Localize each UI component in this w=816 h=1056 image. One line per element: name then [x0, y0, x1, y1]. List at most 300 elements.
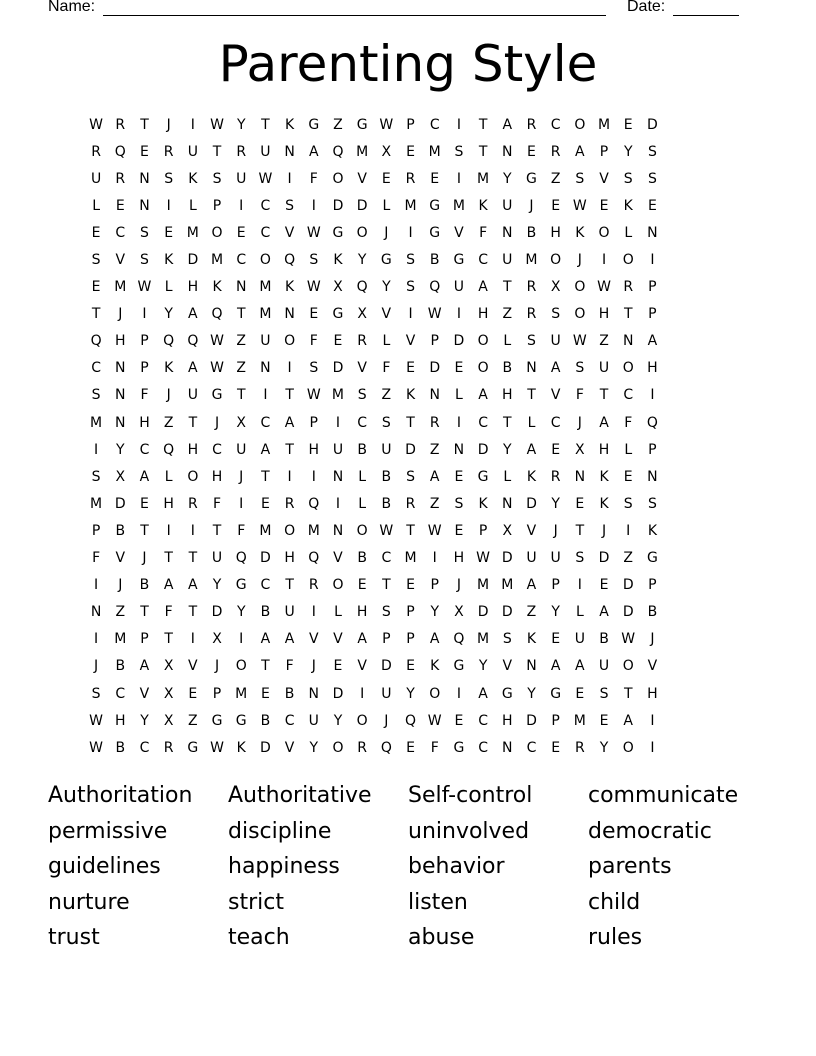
grid-cell: B [429, 252, 440, 269]
grid-cell: V [139, 685, 150, 702]
grid-cell: T [164, 631, 173, 648]
grid-cell: Y [623, 143, 633, 160]
word-list-item: communicate [588, 783, 739, 808]
grid-cell: I [287, 360, 292, 377]
grid-cell: R [357, 333, 368, 350]
grid-cell: A [478, 387, 488, 404]
grid-cell: L [92, 197, 100, 214]
grid-cell: Z [381, 387, 392, 404]
grid-cell: Y [164, 306, 173, 323]
grid-cell: Q [646, 414, 658, 431]
grid-cell: R [526, 306, 537, 323]
grid-cell: H [453, 550, 465, 567]
grid-cell: T [623, 306, 633, 323]
grid-cell: O [622, 658, 634, 675]
grid-cell: V [284, 224, 295, 241]
grid-cell: C [260, 577, 271, 594]
grid-cell: W [210, 116, 224, 133]
grid-cell: U [598, 658, 610, 675]
grid-cell: T [382, 577, 391, 594]
grid-cell: H [187, 441, 199, 458]
grid-cell: E [333, 333, 343, 350]
grid-cell: G [429, 197, 441, 214]
grid-cell: B [381, 468, 392, 485]
grid-cell: Q [187, 333, 199, 350]
word-list-item: democratic [588, 818, 712, 844]
grid-cell: T [285, 441, 294, 458]
grid-cell: I [408, 224, 413, 241]
grid-cell: V [526, 522, 537, 539]
grid-row [84, 274, 732, 301]
grid-row [84, 301, 732, 328]
grid-cell: Q [163, 333, 175, 350]
grid-cell: J [311, 658, 316, 675]
grid-cell: D [380, 658, 392, 675]
grid-cell: M [90, 495, 103, 512]
grid-cell: Y [382, 279, 391, 296]
grid-cell: V [333, 550, 343, 567]
grid-cell: O [622, 252, 634, 269]
grid-cell: X [115, 468, 126, 485]
grid-cell: Q [211, 306, 223, 323]
grid-cell: S [164, 170, 174, 187]
grid-cell: I [650, 387, 655, 404]
grid-cell: F [575, 387, 584, 404]
grid-cell: W [572, 333, 587, 350]
word-list-item: discipline [228, 818, 332, 844]
grid-cell: S [623, 495, 633, 512]
grid-cell: D [429, 360, 441, 377]
grid-row [84, 545, 732, 572]
grid-cell: P [140, 333, 149, 350]
grid-cell: I [311, 197, 316, 214]
grid-cell: S [575, 550, 585, 567]
grid-cell: I [239, 495, 244, 512]
grid-cell: I [190, 116, 195, 133]
grid-cell: P [648, 577, 657, 594]
grid-cell: A [139, 658, 150, 675]
grid-cell: V [357, 170, 367, 187]
grid-cell: Y [599, 739, 609, 756]
grid-cell: G [308, 116, 320, 133]
grid-cell: W [427, 306, 442, 323]
grid-cell: J [214, 414, 220, 431]
grid-cell: H [115, 712, 126, 729]
grid-cell: Q [235, 550, 247, 567]
grid-cell: E [575, 685, 585, 702]
grid-cell: L [188, 197, 197, 214]
grid-cell: W [137, 279, 152, 296]
grid-cell: F [624, 414, 633, 431]
grid-row [84, 138, 732, 165]
grid-cell: U [574, 631, 585, 648]
grid-row [84, 219, 732, 246]
grid-cell: R [308, 577, 319, 594]
grid-cell: O [622, 739, 634, 756]
grid-cell: D [260, 739, 271, 756]
grid-cell: A [502, 116, 513, 133]
grid-cell: O [550, 252, 562, 269]
grid-cell: Y [309, 739, 319, 756]
grid-cell: E [260, 495, 270, 512]
grid-cell: J [601, 522, 607, 539]
grid-cell: J [166, 387, 171, 404]
grid-cell: A [526, 577, 537, 594]
grid-row [84, 409, 732, 436]
grid-cell: U [260, 333, 271, 350]
grid-cell: V [308, 631, 319, 648]
grid-cell: M [404, 197, 417, 214]
grid-cell: I [166, 522, 171, 539]
grid-cell: E [91, 279, 101, 296]
grid-cell: C [260, 197, 271, 214]
grid-cell: S [212, 170, 222, 187]
grid-cell: G [526, 170, 537, 187]
grid-cell: W [258, 170, 273, 187]
grid-cell: D [622, 577, 634, 594]
grid-cell: R [163, 143, 174, 160]
grid-cell: L [164, 279, 173, 296]
grid-cell: V [333, 631, 343, 648]
grid-cell: E [551, 631, 561, 648]
grid-cell: S [381, 414, 391, 431]
grid-cell: O [332, 739, 344, 756]
grid-cell: U [332, 441, 344, 458]
grid-cell: R [405, 495, 416, 512]
grid-cell: U [236, 170, 247, 187]
grid-cell: S [309, 252, 319, 269]
grid-cell: M [477, 170, 490, 187]
grid-cell: G [501, 685, 513, 702]
grid-cell: C [478, 414, 488, 431]
grid-cell: K [623, 197, 633, 214]
grid-cell: U [211, 550, 223, 567]
grid-cell: D [477, 604, 489, 621]
grid-cell: X [236, 414, 247, 431]
grid-cell: Q [405, 712, 417, 729]
grid-cell: I [190, 522, 195, 539]
grid-cell: K [526, 631, 537, 648]
date-field[interactable] [673, 0, 739, 16]
grid-cell: A [526, 441, 537, 458]
grid-cell: P [430, 577, 439, 594]
grid-cell: T [261, 116, 270, 133]
grid-cell: R [236, 143, 247, 160]
grid-cell: I [360, 685, 365, 702]
grid-cell: X [163, 658, 174, 675]
grid-cell: K [236, 739, 246, 756]
grid-cell: T [164, 550, 173, 567]
grid-cell: J [384, 712, 389, 729]
grid-cell: N [332, 522, 344, 539]
grid-cell: C [381, 550, 392, 567]
grid-cell: Q [429, 279, 441, 296]
grid-cell: N [139, 170, 150, 187]
grid-cell: W [379, 522, 394, 539]
grid-cell: B [599, 631, 609, 648]
grid-row [84, 463, 732, 490]
grid-cell: O [284, 522, 296, 539]
grid-cell: S [575, 170, 585, 187]
grid-cell: C [260, 224, 271, 241]
grid-cell: U [502, 252, 513, 269]
grid-cell: L [503, 333, 512, 350]
grid-cell: R [91, 143, 101, 160]
grid-cell: E [309, 306, 319, 323]
grid-cell: C [91, 360, 101, 377]
grid-cell: K [599, 468, 609, 485]
grid-cell: A [260, 631, 271, 648]
name-field[interactable] [103, 0, 606, 16]
grid-cell: M [90, 414, 103, 431]
grid-cell: E [406, 143, 415, 160]
grid-cell: J [456, 577, 461, 594]
grid-cell: P [140, 631, 149, 648]
grid-cell: Q [90, 333, 102, 350]
grid-cell: U [381, 685, 392, 702]
word-list-item: parents [588, 854, 672, 879]
grid-cell: A [623, 712, 633, 729]
grid-cell: A [357, 631, 367, 648]
grid-cell: A [429, 468, 440, 485]
grid-cell: P [648, 279, 657, 296]
grid-cell: N [502, 739, 513, 756]
grid-cell: A [284, 414, 295, 431]
grid-cell: W [306, 387, 321, 404]
grid-cell: P [430, 333, 439, 350]
grid-cell: B [115, 522, 126, 539]
grid-cell: X [163, 685, 174, 702]
grid-cell: O [356, 224, 368, 241]
grid-cell: T [188, 414, 198, 431]
grid-cell: O [187, 468, 199, 485]
grid-cell: M [259, 522, 272, 539]
grid-cell: N [332, 468, 344, 485]
grid-cell: C [478, 252, 488, 269]
grid-cell: R [115, 170, 126, 187]
grid-cell: A [575, 658, 585, 675]
grid-cell: G [235, 712, 247, 729]
grid-cell: Q [356, 279, 368, 296]
grid-cell: V [115, 252, 126, 269]
grid-cell: I [456, 685, 461, 702]
grid-cell: J [239, 468, 244, 485]
grid-cell: E [454, 712, 464, 729]
grid-cell: D [622, 604, 634, 621]
grid-cell: N [647, 468, 658, 485]
grid-cell: W [89, 739, 104, 756]
grid-cell: E [599, 577, 609, 594]
grid-cell: Z [429, 441, 440, 458]
grid-cell: N [139, 197, 150, 214]
grid-cell: M [210, 252, 224, 269]
grid-cell: T [503, 414, 512, 431]
grid-cell: M [307, 522, 320, 539]
grid-cell: S [406, 468, 415, 485]
grid-cell: E [357, 577, 367, 594]
word-list-item: nurture [48, 889, 130, 915]
grid-cell: V [550, 387, 561, 404]
grid-cell: L [164, 468, 173, 485]
grid-cell: H [139, 414, 150, 431]
grid-cell: K [599, 495, 609, 512]
grid-cell: N [284, 306, 295, 323]
grid-cell: P [551, 577, 560, 594]
grid-cell: E [454, 522, 464, 539]
grid-cell: B [260, 712, 271, 729]
grid-cell: T [140, 116, 149, 133]
grid-cell: T [212, 522, 222, 539]
grid-cell: M [186, 224, 199, 241]
grid-cell: P [406, 116, 415, 133]
grid-cell: F [430, 739, 439, 756]
grid-cell: E [599, 197, 609, 214]
grid-cell: U [453, 279, 465, 296]
grid-cell: T [599, 387, 609, 404]
grid-cell: I [650, 252, 655, 269]
grid-cell: L [624, 441, 633, 458]
grid-cell: T [140, 604, 149, 621]
word-list-item: teach [228, 925, 290, 950]
grid-cell: Z [502, 306, 513, 323]
grid-cell: H [550, 224, 561, 241]
grid-cell: T [478, 116, 488, 133]
grid-cell: R [357, 739, 368, 756]
grid-cell: E [647, 197, 657, 214]
grid-cell: T [503, 279, 512, 296]
grid-cell: N [526, 360, 537, 377]
grid-cell: S [91, 468, 101, 485]
word-list-item: child [588, 889, 641, 915]
grid-cell: H [502, 712, 513, 729]
grid-cell: M [356, 143, 369, 160]
grid-row [84, 192, 732, 219]
grid-cell: T [91, 306, 101, 323]
grid-cell: D [260, 550, 271, 567]
grid-cell: W [427, 522, 442, 539]
grid-cell: Z [188, 712, 198, 729]
grid-cell: D [211, 604, 223, 621]
grid-cell: T [285, 387, 294, 404]
grid-cell: Q [114, 143, 126, 160]
grid-cell: N [115, 387, 126, 404]
grid-cell: I [335, 495, 341, 512]
grid-cell: Y [503, 441, 512, 458]
grid-cell: W [379, 116, 394, 133]
grid-cell: U [526, 550, 537, 567]
grid-cell: P [382, 631, 391, 648]
grid-cell: M [114, 631, 127, 648]
grid-cell: E [140, 495, 149, 512]
grid-cell: P [212, 685, 222, 702]
grid-cell: A [550, 658, 561, 675]
grid-cell: A [188, 577, 198, 594]
grid-cell: M [235, 685, 248, 702]
grid-cell: Y [406, 685, 415, 702]
grid-cell: E [551, 197, 561, 214]
grid-cell: Q [308, 550, 320, 567]
grid-cell: I [577, 577, 582, 594]
grid-cell: L [358, 495, 367, 512]
grid-cell: X [502, 522, 513, 539]
grid-row [84, 707, 732, 734]
word-list-item: strict [228, 889, 284, 915]
grid-cell: R [550, 143, 561, 160]
grid-cell: I [166, 197, 171, 214]
grid-cell: L [455, 387, 463, 404]
grid-cell: V [405, 333, 416, 350]
grid-cell: N [284, 143, 295, 160]
grid-row [84, 355, 732, 382]
grid-cell: A [308, 143, 319, 160]
grid-cell: G [356, 116, 368, 133]
grid-cell: S [140, 224, 149, 241]
grid-cell: E [188, 685, 198, 702]
grid-cell: Z [623, 550, 634, 567]
grid-cell: O [235, 658, 247, 675]
word-list-item: listen [408, 889, 468, 915]
grid-cell: T [406, 522, 415, 539]
grid-cell: I [456, 414, 461, 431]
grid-row [84, 436, 732, 463]
grid-cell: S [647, 143, 657, 160]
grid-cell: U [260, 143, 271, 160]
grid-cell: P [212, 197, 222, 214]
grid-cell: M [452, 197, 465, 214]
grid-cell: U [598, 360, 610, 377]
grid-row [84, 490, 732, 517]
grid-cell: D [332, 685, 344, 702]
grid-cell: S [647, 170, 657, 187]
grid-cell: D [501, 550, 513, 567]
grid-cell: R [526, 116, 537, 133]
grid-cell: M [477, 577, 490, 594]
grid-cell: W [89, 712, 104, 729]
grid-cell: K [212, 279, 222, 296]
grid-cell: A [188, 360, 198, 377]
grid-cell: R [429, 414, 440, 431]
grid-cell: M [597, 116, 611, 133]
grid-cell: O [622, 360, 634, 377]
grid-cell: M [525, 252, 538, 269]
grid-cell: G [380, 252, 392, 269]
grid-cell: Q [332, 143, 344, 160]
grid-cell: U [308, 712, 319, 729]
grid-cell: L [382, 197, 391, 214]
grid-cell: A [429, 631, 440, 648]
grid-cell: S [406, 279, 415, 296]
grid-cell: A [599, 604, 609, 621]
grid-cell: B [115, 658, 126, 675]
grid-cell: Z [163, 414, 174, 431]
grid-cell: Z [333, 116, 343, 133]
grid-cell: X [357, 306, 367, 323]
grid-cell: V [284, 739, 295, 756]
grid-cell: G [646, 550, 658, 567]
grid-cell: V [357, 360, 367, 377]
grid-cell: S [454, 143, 464, 160]
grid-cell: D [332, 197, 344, 214]
word-list-item: abuse [408, 925, 475, 950]
grid-cell: P [551, 712, 560, 729]
grid-cell: I [239, 631, 244, 648]
grid-cell: T [188, 604, 198, 621]
grid-cell: W [476, 550, 491, 567]
grid-cell: T [236, 306, 246, 323]
grid-cell: H [647, 360, 658, 377]
grid-cell: D [526, 495, 537, 512]
grid-cell: D [477, 441, 489, 458]
